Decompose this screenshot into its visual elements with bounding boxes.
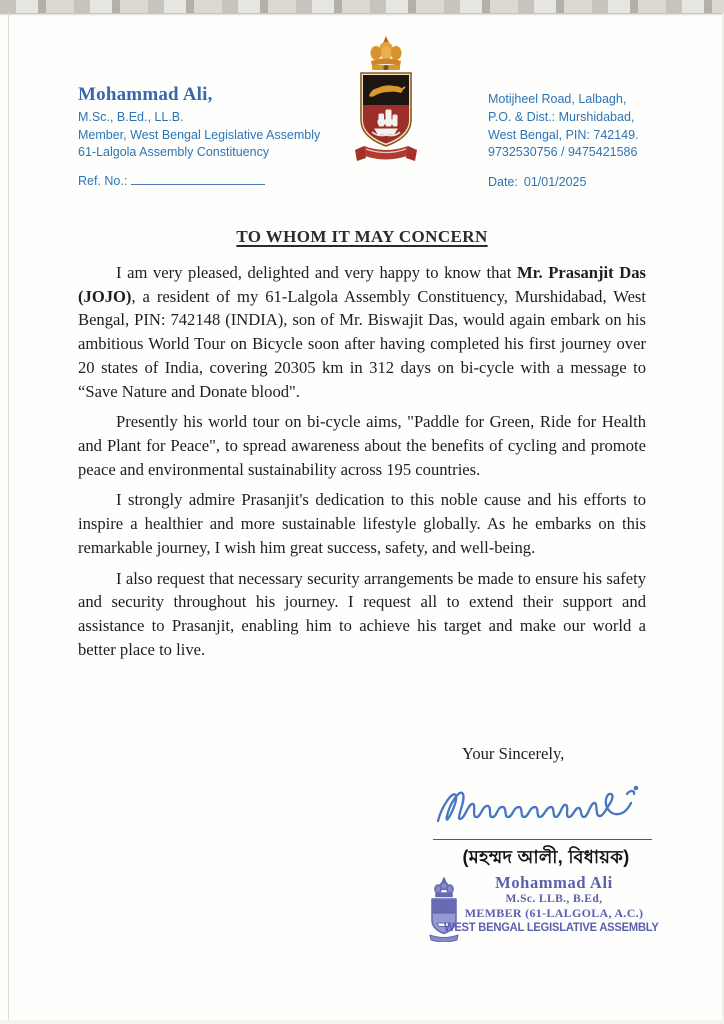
address-line: 9732530756 / 9475421586 bbox=[488, 145, 638, 160]
paragraph-1-bold-name: Mr. Prasanjit Das (JOJO) bbox=[78, 263, 646, 306]
address-line: West Bengal, PIN: 742149. bbox=[488, 127, 639, 142]
stamp-name: Mohammad Ali bbox=[495, 873, 613, 892]
stamp-member-line: MEMBER (61-LALGOLA, A.C.) bbox=[464, 906, 644, 921]
address-line: Motijheel Road, Lalbagh, bbox=[488, 92, 627, 106]
signature-handwriting-icon bbox=[430, 779, 646, 837]
letter-body bbox=[78, 261, 646, 669]
letterhead-address-block bbox=[488, 91, 708, 162]
sender-member-line: Member, West Bengal Legislative Assembly bbox=[78, 127, 321, 142]
ref-label: Ref. No.: bbox=[78, 174, 128, 188]
paragraph-1 bbox=[78, 261, 646, 403]
reference-number-row bbox=[78, 173, 265, 188]
letter-subject: TO WHOM IT MAY CONCERN bbox=[236, 227, 488, 246]
scan-artifact-top-band bbox=[0, 0, 724, 14]
office-stamp bbox=[424, 874, 664, 946]
paragraph-3: I strongly admire Prasanjit's dedication to this noble cause and his efforts to inspire a healthier and more sustainable lifestyle globally. As he embarks on this remarkable journey, I wish him great success, safety, and well-being. bbox=[78, 490, 646, 557]
address-line: P.O. & Dist.: Murshidabad, bbox=[488, 109, 635, 124]
stamp-text-block bbox=[444, 874, 664, 935]
paragraph-4: I also request that necessary security arrangements be made to ensure his safety and security throughout his journey. I request all to extend their support and assistance to Prasanjit, enabling him to achieve his target and make our world a better place to live. bbox=[78, 568, 646, 659]
paragraph-2: Presently his world tour on bi-cycle aims, "Paddle for Green, Ride for Health and Plant for Peace", to spread awareness about the benefits of cycling and promote peace and environmental sustainability across 195 countries. bbox=[78, 412, 646, 479]
sender-name: Mohammad Ali, bbox=[78, 84, 213, 105]
signature-rule-line bbox=[433, 839, 652, 840]
stamp-assembly-line: WEST BENGAL LEGISLATIVE ASSEMBLY bbox=[444, 920, 659, 934]
sender-constituency: 61-Lalgola Assembly Constituency bbox=[78, 145, 270, 160]
paragraph-1-text: , a resident of my 61-Lalgola Assembly Constituency, Murshidabad, West Bengal, PIN: 742148 (INDIA), son of Mr. Biswajit Das, would again embark on his ambitious World Tour on Bicycle soon after having completed his first journey over 20 states of India, covering 20305 km in 312 days on bi-cycle with a message to “Save Nature and Donate blood". bbox=[78, 286, 646, 401]
letterhead-left-block bbox=[78, 85, 408, 162]
stamp-qualifications: M.Sc. LLB., B.Ed, bbox=[505, 892, 603, 905]
sender-qualifications: M.Sc., B.Ed., LL.B. bbox=[78, 109, 184, 124]
scan-artifact-bottom-edge bbox=[0, 1020, 724, 1024]
closing-salutation: Your Sincerely, bbox=[462, 744, 565, 763]
scan-artifact-left-edge bbox=[8, 13, 9, 1024]
paragraph-1-text: I am very pleased, delighted and very happy to know that bbox=[116, 263, 517, 282]
date-label: Date: bbox=[488, 175, 518, 189]
date-value: 01/01/2025 bbox=[523, 175, 587, 189]
ref-blank-line bbox=[131, 173, 265, 185]
signatory-name-bengali: (মহম্মদ আলী, বিধায়ক) bbox=[462, 847, 630, 867]
date-row bbox=[488, 175, 586, 189]
